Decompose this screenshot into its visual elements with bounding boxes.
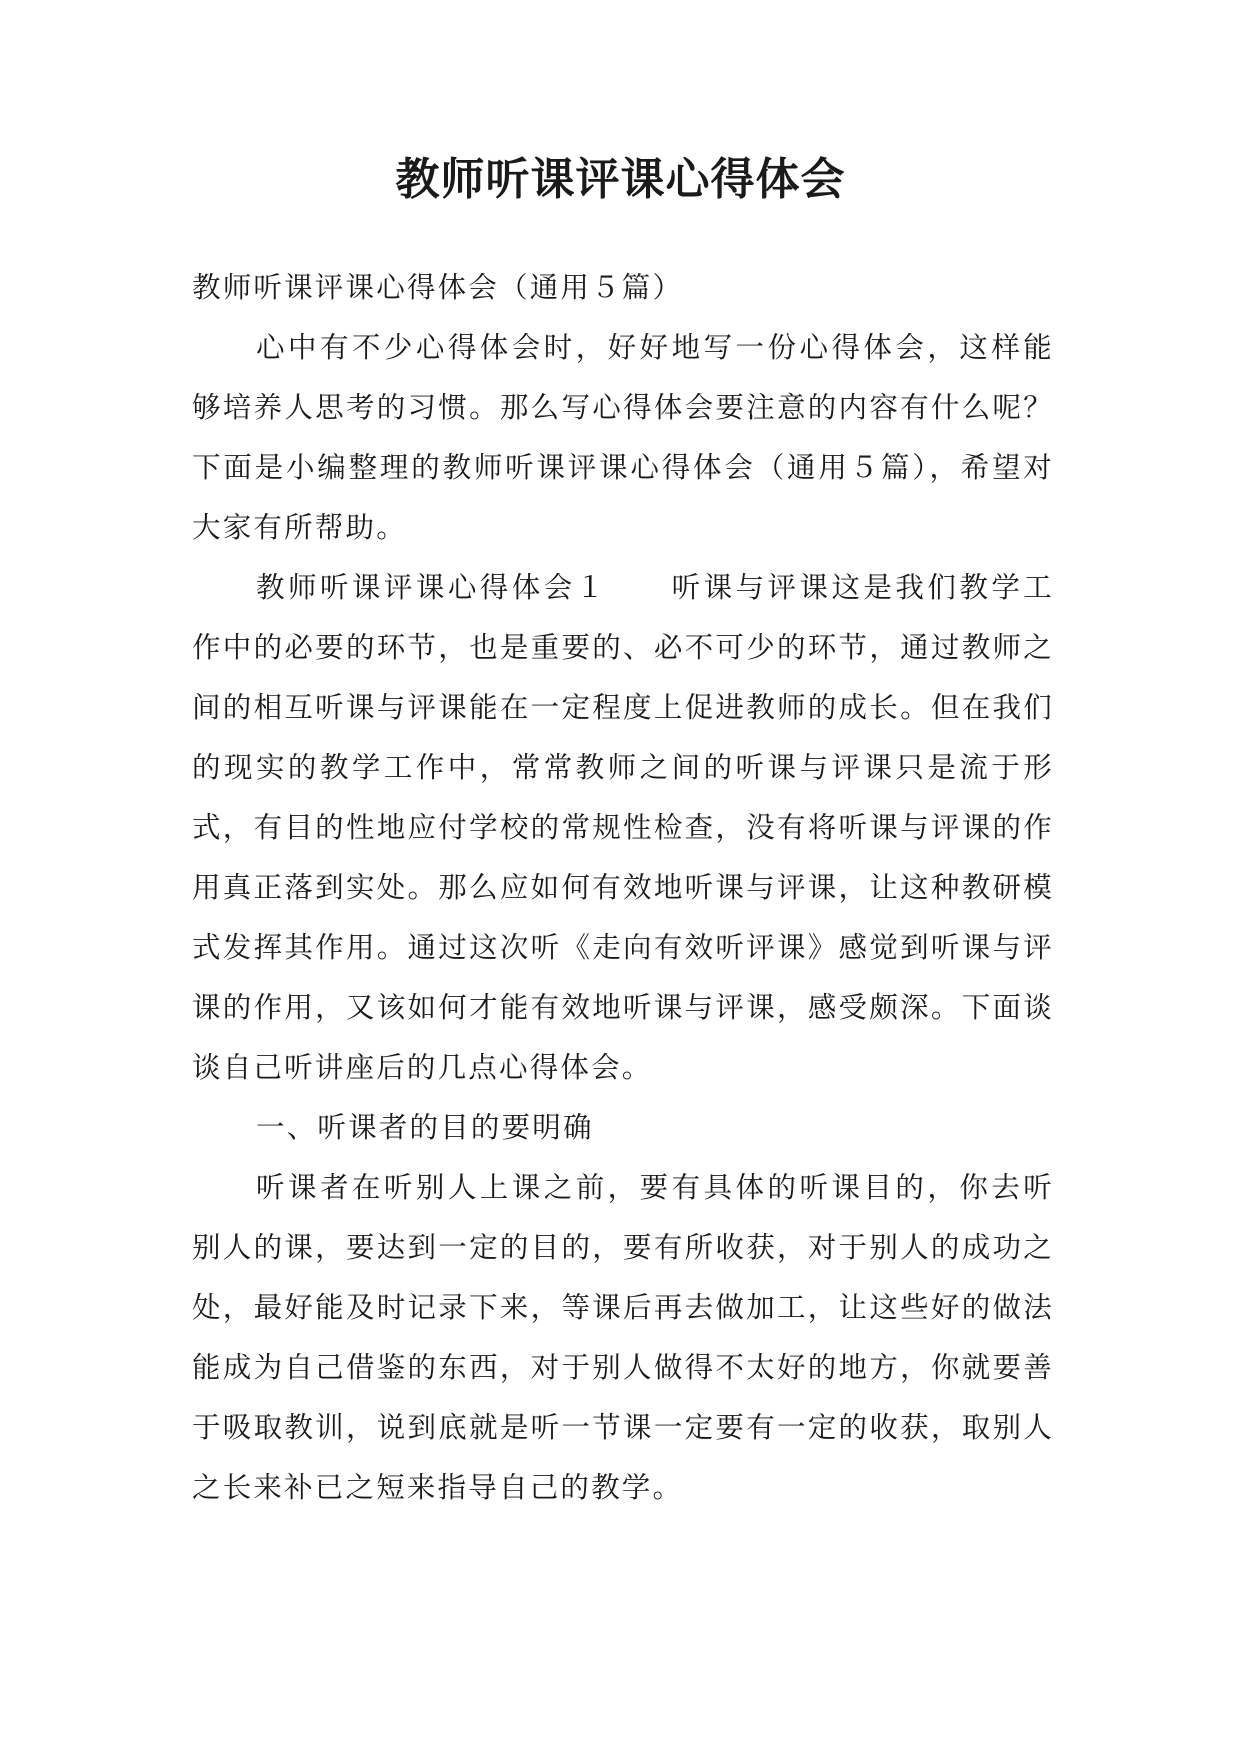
body-paragraph-1: 听课者在听别人上课之前，要有具体的听课目的，你去听别人的课，要达到一定的目的，要有所收获，对于别人的成功之处，最好能及时记录下来，等课后再去做加工，让这些好的做法能成为自己借鉴的东西，对于别人做得不太好的地方，你就要善于吸取教训，说到底就是听一节课一定要有一定的收获，取别人之长来补已之短来指导自己的教学。 xyxy=(192,1171,1054,1504)
intro-paragraph: 心中有不少心得体会时，好好地写一份心得体会，这样能够培养人思考的习惯。那么写心得体会要注意的内容有什么呢？下面是小编整理的教师听课评课心得体会（通用５篇），希望对大家有所帮助。 xyxy=(192,331,1054,544)
section-heading-1: 一、听课者的目的要明确 xyxy=(256,1111,594,1144)
document-body xyxy=(192,258,1054,1518)
document-subtitle: 教师听课评课心得体会（通用５篇） xyxy=(192,271,684,304)
document-title: 教师听课评课心得体会 xyxy=(395,154,846,205)
section-1-paragraph: 教师听课评课心得体会１ 听课与评课这是我们教学工作中的必要的环节，也是重要的、必不可少的环节，通过教师之间的相互听课与评课能在一定程度上促进教师的成长。但在我们的现实的教学工作中，常常教师之间的听课与评课只是流于形式，有目的性地应付学校的常规性检查，没有将听课与评课的作用真正落到实处。那么应如何有效地听课与评课，让这种教研模式发挥其作用。通过这次听《走向有效听评课》感觉到听课与评课的作用，又该如何才能有效地听课与评课，感受颇深。下面谈谈自己听讲座后的几点心得体会。 xyxy=(192,571,1054,1084)
